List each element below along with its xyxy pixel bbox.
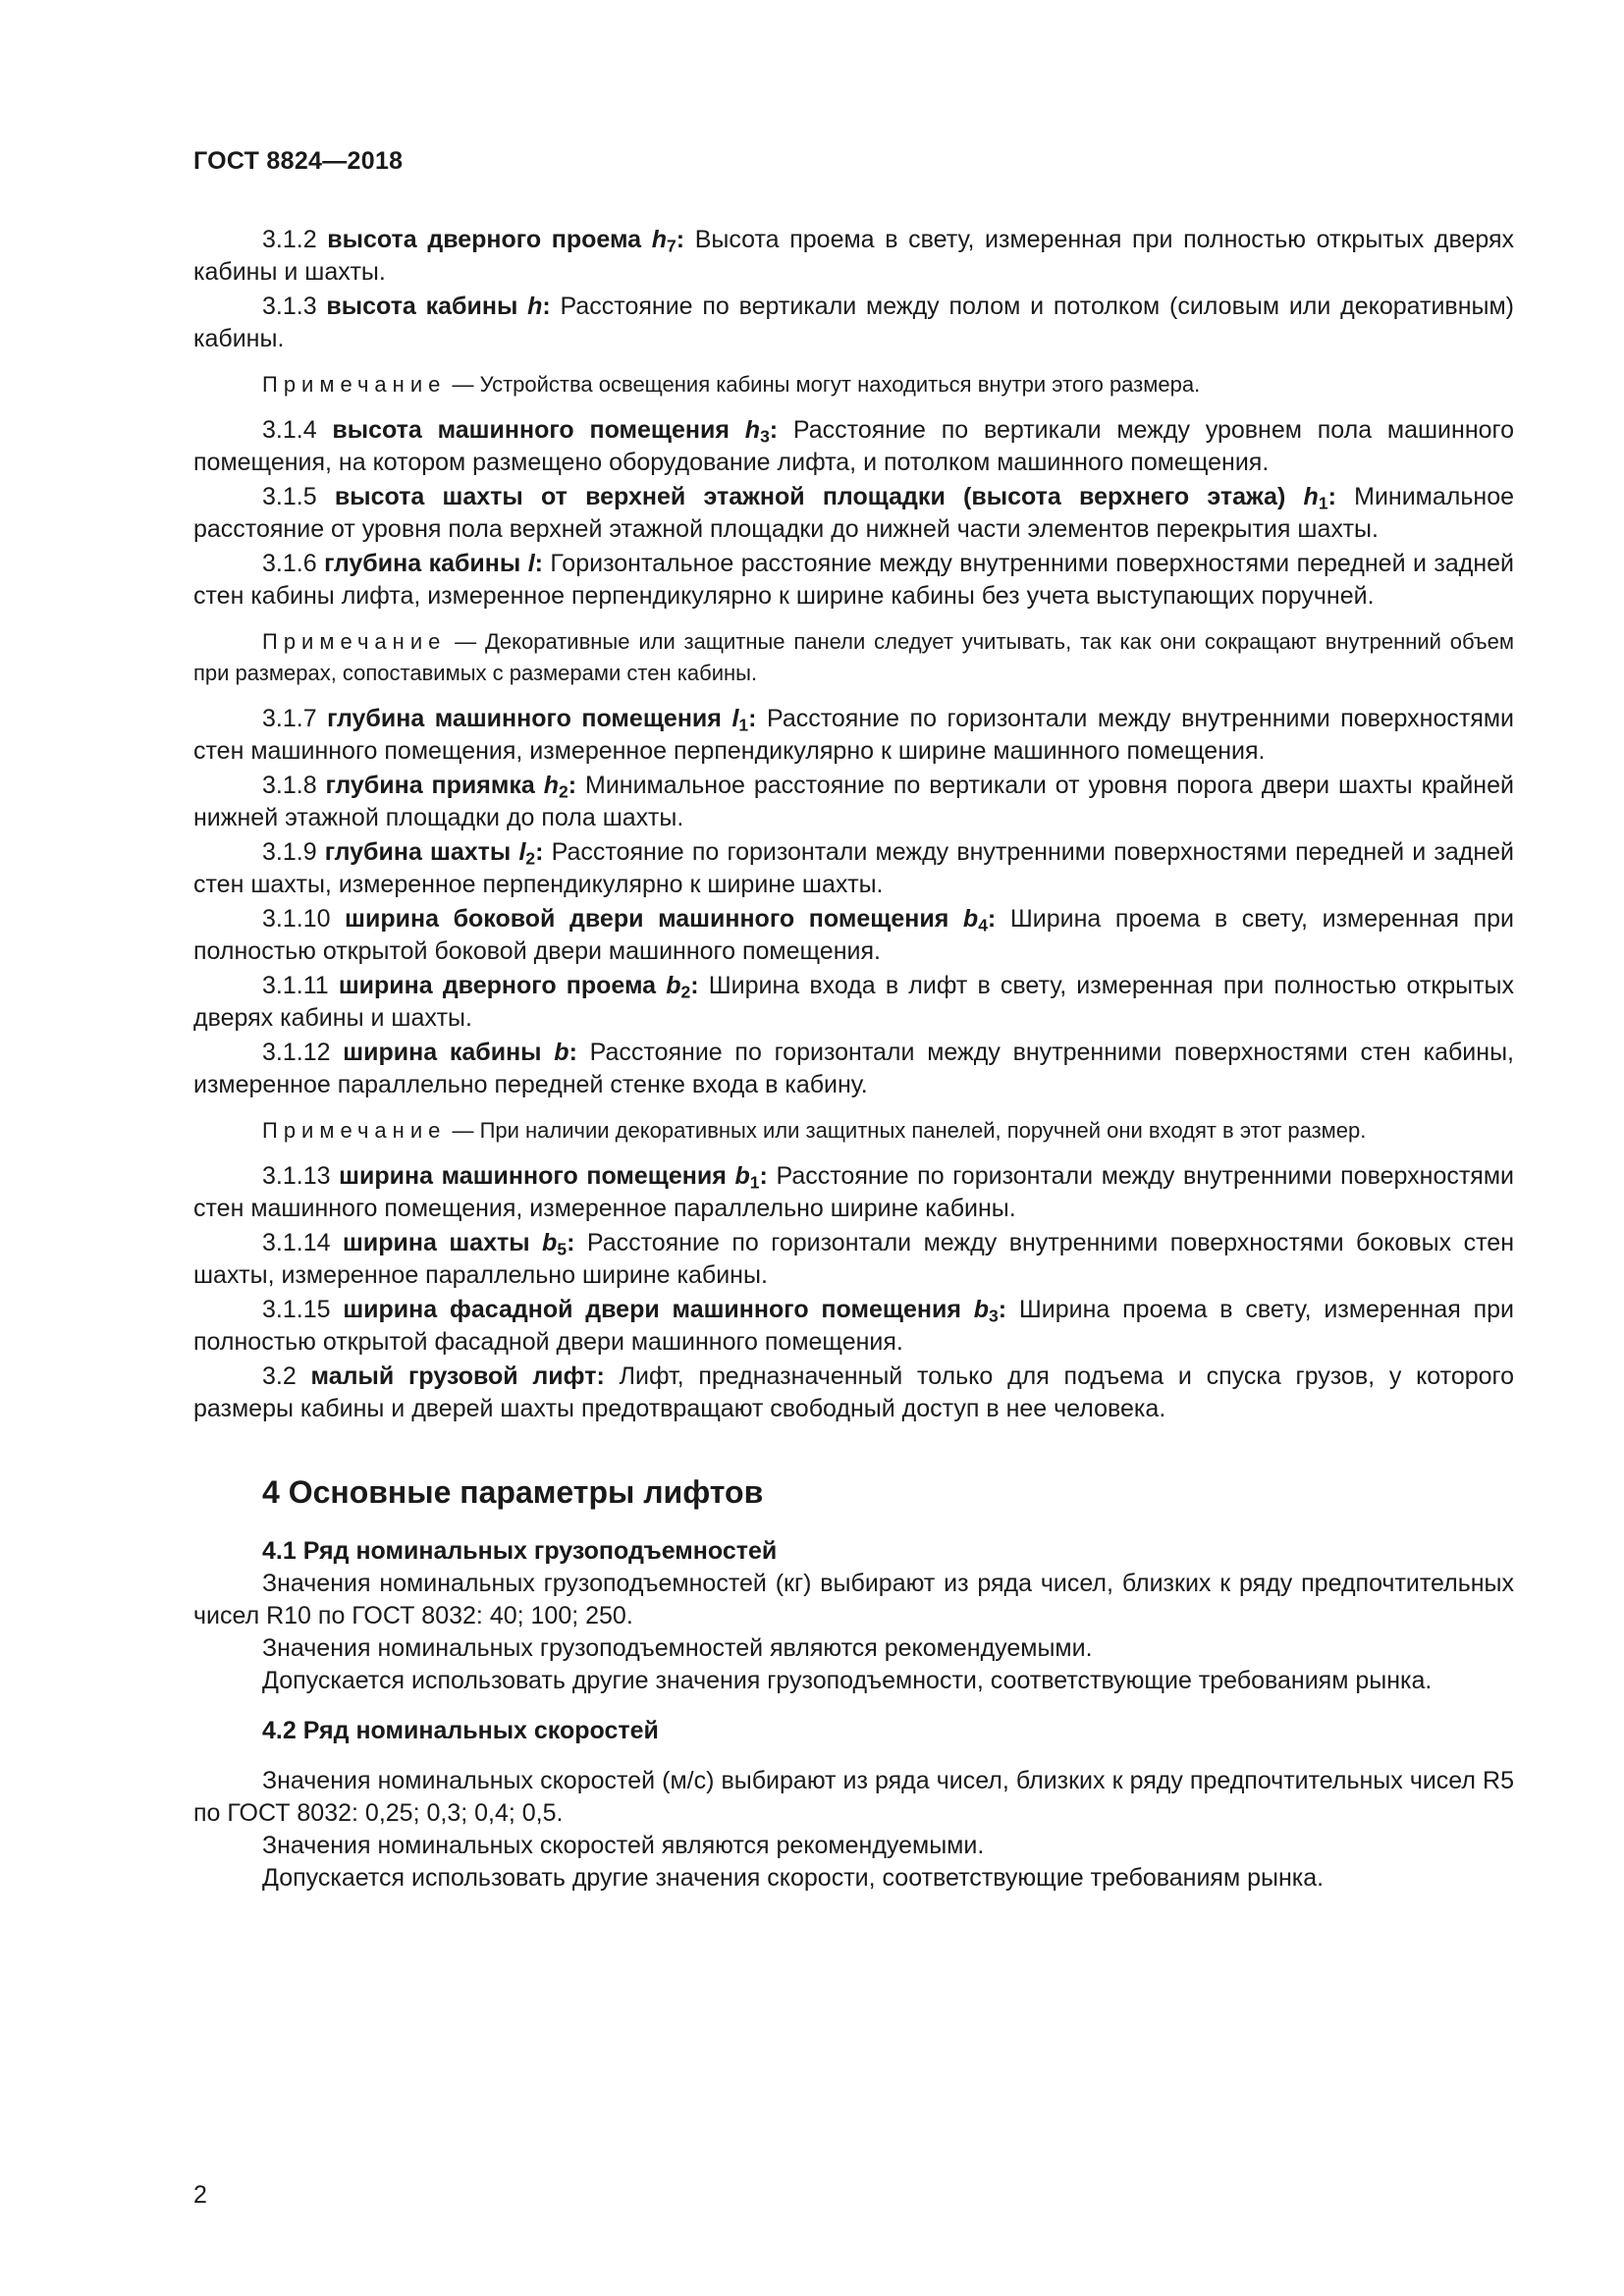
term-symbol: b bbox=[973, 1296, 990, 1323]
page-number: 2 bbox=[193, 2181, 207, 2209]
term-number: 3.1.12 bbox=[262, 1039, 331, 1066]
term-symbol: h bbox=[744, 416, 761, 444]
term-entry bbox=[193, 1361, 1514, 1425]
term-entry bbox=[193, 1294, 1514, 1359]
term-symbol-subscript: 7 bbox=[667, 236, 677, 256]
term-number: 3.1.3 bbox=[262, 293, 317, 320]
term-number: 3.1.15 bbox=[262, 1296, 331, 1323]
term-separator: : bbox=[769, 416, 779, 444]
term-symbol: b bbox=[734, 1162, 750, 1190]
term-separator: : bbox=[759, 1162, 768, 1190]
term-name: ширина шахты bbox=[343, 1229, 530, 1256]
term-symbol: h bbox=[651, 226, 668, 253]
term-symbol: h bbox=[543, 772, 559, 799]
term-separator: : bbox=[567, 1229, 575, 1256]
term-definition: Расстояние по горизонтали между внутренними поверхностями стен машинного помещения, измеренное параллельно ширине кабины. bbox=[193, 1162, 1514, 1222]
term-entry bbox=[193, 414, 1514, 479]
term-definition: Горизонтальное расстояние между внутренними поверхностями передней и задней стен кабины лифта, измеренное перпендикулярно к ширине кабины без учета выступающих поручней. bbox=[193, 550, 1515, 610]
term-number: 3.1.4 bbox=[262, 416, 317, 444]
term-name: малый грузовой лифт bbox=[310, 1362, 597, 1390]
term-symbol-subscript: 3 bbox=[989, 1306, 999, 1326]
term-symbol-subscript: 2 bbox=[525, 848, 536, 869]
term-symbol: h bbox=[527, 293, 543, 320]
term-definition: Расстояние по вертикали между уровнем пола машинного помещения, на котором размещено оборудование лифта, и потолком машинного помещения. bbox=[193, 416, 1515, 476]
terms-group-b bbox=[193, 414, 1514, 613]
term-symbol-subscript: 1 bbox=[749, 1172, 760, 1193]
note-label: Примечание bbox=[262, 629, 447, 654]
term-definition: Расстояние по горизонтали между внутренними поверхностями боковых стен шахты, измеренное параллельно ширине кабины. bbox=[193, 1229, 1514, 1289]
section-4-1-heading: 4.1 Ряд номинальных грузоподъемностей bbox=[262, 1537, 778, 1565]
term-name: глубина кабины bbox=[324, 550, 521, 577]
note-label: Примечание bbox=[262, 372, 447, 397]
note-1 bbox=[193, 369, 1514, 400]
term-number: 3.1.11 bbox=[262, 972, 329, 999]
term-definition: Ширина проема в свету, измеренная при полностью открытой фасадной двери машинного помещения. bbox=[193, 1296, 1514, 1356]
term-name: высота дверного проема bbox=[327, 226, 642, 253]
term-entry bbox=[193, 903, 1514, 968]
term-definition: Лифт, предназначенный только для подъема и спуска грузов, у которого размеры кабины и дверей шахты предотвращают свободный доступ в нее человека. bbox=[193, 1362, 1515, 1422]
term-definition: Ширина проема в свету, измеренная при полностью открытой боковой двери машинного помещения. bbox=[193, 905, 1514, 965]
term-name: высота кабины bbox=[326, 293, 518, 320]
term-entry bbox=[193, 770, 1514, 834]
term-symbol-subscript: 2 bbox=[559, 781, 568, 802]
term-separator: : bbox=[1327, 483, 1336, 510]
body-paragraph: Значения номинальных грузоподъемностей являются рекомендуемыми. bbox=[262, 1634, 1093, 1662]
body-paragraph: Допускается использовать другие значения грузоподъемности, соответствующие требованиям рынка. bbox=[262, 1667, 1433, 1694]
term-name: ширина машинного помещения bbox=[339, 1162, 727, 1190]
term-symbol-subscript: 2 bbox=[680, 982, 691, 1002]
section-4-2-heading: 4.2 Ряд номинальных скоростей bbox=[262, 1717, 659, 1744]
term-definition: Расстояние по горизонтали между внутренними поверхностями стен машинного помещения, измеренное перпендикулярно к ширине машинного помещения. bbox=[193, 705, 1515, 765]
term-symbol-subscript: 1 bbox=[1318, 493, 1328, 513]
term-number: 3.1.13 bbox=[262, 1162, 331, 1190]
terms-group-c bbox=[193, 703, 1514, 1101]
section-4-2-body bbox=[193, 1765, 1514, 1895]
term-name: ширина дверного проема bbox=[338, 972, 657, 999]
term-name: ширина кабины bbox=[343, 1039, 542, 1066]
term-symbol: b bbox=[542, 1229, 558, 1256]
term-number: 3.1.8 bbox=[262, 772, 317, 799]
term-definition: Расстояние по вертикали между полом и потолком (силовым или декоративным) кабины. bbox=[193, 293, 1514, 352]
section-4-1-body bbox=[193, 1568, 1514, 1697]
term-symbol: h bbox=[1303, 483, 1319, 510]
terms-group-d bbox=[193, 1160, 1514, 1425]
term-name: высота шахты от верхней этажной площадки (высота верхнего этажа) bbox=[334, 483, 1286, 510]
term-entry bbox=[193, 1227, 1514, 1292]
note-text: — Устройства освещения кабины могут находиться внутри этого размера. bbox=[446, 372, 1201, 397]
note-text: — Декоративные или защитные панели следует учитывать, так как они сокращают внутренний объем при размерах, сопоставимых с размерами стен кабины. bbox=[193, 629, 1514, 685]
term-definition: Расстояние по горизонтали между внутренними поверхностями стен кабины, измеренное параллельно передней стенке входа в кабину. bbox=[193, 1039, 1514, 1098]
term-symbol: l bbox=[527, 550, 535, 577]
page-body bbox=[193, 224, 1514, 1895]
term-number: 3.1.2 bbox=[262, 226, 317, 253]
term-symbol-subscript: 1 bbox=[738, 715, 749, 735]
term-name: глубина приямка bbox=[325, 772, 535, 799]
term-number: 3.2 bbox=[262, 1362, 297, 1390]
term-symbol: b bbox=[554, 1039, 569, 1066]
term-definition: Расстояние по горизонтали между внутренними поверхностями передней и задней стен шахты, измеренное перпендикулярно к ширине шахты. bbox=[193, 838, 1514, 898]
term-entry bbox=[193, 1037, 1514, 1101]
term-separator: : bbox=[535, 838, 544, 866]
term-separator: : bbox=[748, 705, 757, 732]
term-number: 3.1.7 bbox=[262, 705, 317, 732]
term-name: высота машинного помещения bbox=[332, 416, 730, 444]
term-separator: : bbox=[568, 1039, 577, 1066]
term-definition: Высота проема в свету, измеренная при полностью открытых дверях кабины и шахты. bbox=[193, 226, 1515, 286]
term-separator: : bbox=[676, 226, 685, 253]
term-definition: Минимальное расстояние от уровня пола верхней этажной площадки до нижней части элементов перекрытия шахты. bbox=[193, 483, 1515, 543]
term-symbol: b bbox=[666, 972, 681, 999]
term-separator: : bbox=[534, 550, 543, 577]
term-symbol: b bbox=[962, 905, 979, 933]
term-entry bbox=[193, 481, 1514, 546]
term-name: ширина фасадной двери машинного помещения bbox=[343, 1296, 961, 1323]
term-entry bbox=[193, 291, 1514, 355]
term-entry bbox=[193, 970, 1514, 1035]
section-4-heading: 4 Основные параметры лифтов bbox=[262, 1474, 764, 1510]
term-number: 3.1.10 bbox=[262, 905, 331, 933]
term-symbol-subscript: 3 bbox=[760, 426, 770, 447]
term-definition: Минимальное расстояние по вертикали от уровня порога двери шахты крайней нижней этажной площадки до пола шахты. bbox=[193, 772, 1514, 831]
body-paragraph: Значения номинальных грузоподъемностей (кг) выбирают из ряда чисел, близких к ряду предпочтительных чисел R10 по ГОСТ 8032: 40; 100; 250. bbox=[193, 1570, 1514, 1629]
term-entry bbox=[193, 548, 1514, 613]
term-entry bbox=[193, 703, 1514, 768]
term-number: 3.1.14 bbox=[262, 1229, 331, 1256]
term-name: глубина шахты bbox=[324, 838, 512, 866]
term-symbol-subscript: 4 bbox=[978, 915, 988, 935]
term-name: глубина машинного помещения bbox=[327, 705, 722, 732]
term-number: 3.1.6 bbox=[262, 550, 317, 577]
body-paragraph: Значения номинальных скоростей являются рекомендуемыми. bbox=[262, 1832, 985, 1859]
term-entry bbox=[193, 1160, 1514, 1225]
term-separator: : bbox=[987, 905, 997, 933]
term-name: ширина боковой двери машинного помещения bbox=[345, 905, 949, 933]
note-3 bbox=[193, 1115, 1514, 1147]
note-2 bbox=[193, 626, 1514, 689]
terms-group-a bbox=[193, 224, 1514, 355]
term-symbol: l bbox=[731, 705, 739, 732]
document-code-header: ГОСТ 8824—2018 bbox=[193, 147, 404, 175]
term-symbol-subscript: 5 bbox=[557, 1239, 568, 1259]
term-separator: : bbox=[568, 772, 577, 799]
note-label: Примечание bbox=[262, 1118, 447, 1143]
term-separator: : bbox=[596, 1362, 605, 1390]
term-separator: : bbox=[690, 972, 699, 999]
term-number: 3.1.5 bbox=[262, 483, 317, 510]
term-entry bbox=[193, 224, 1514, 289]
body-paragraph: Допускается использовать другие значения скорости, соответствующие требованиям рынка. bbox=[262, 1864, 1325, 1892]
note-text: — При наличии декоративных или защитных панелей, поручней они входят в этот размер. bbox=[446, 1118, 1367, 1143]
term-entry bbox=[193, 836, 1514, 901]
term-separator: : bbox=[998, 1296, 1007, 1323]
term-definition: Ширина входа в лифт в свету, измеренная при полностью открытых дверях кабины и шахты. bbox=[193, 972, 1514, 1032]
body-paragraph: Значения номинальных скоростей (м/с) выбирают из ряда чисел, близких к ряду предпочтительных чисел R5 по ГОСТ 8032: 0,25; 0,3; 0,4; 0,5. bbox=[193, 1767, 1514, 1827]
term-separator: : bbox=[542, 293, 551, 320]
term-symbol: l bbox=[518, 838, 526, 866]
term-number: 3.1.9 bbox=[262, 838, 317, 866]
